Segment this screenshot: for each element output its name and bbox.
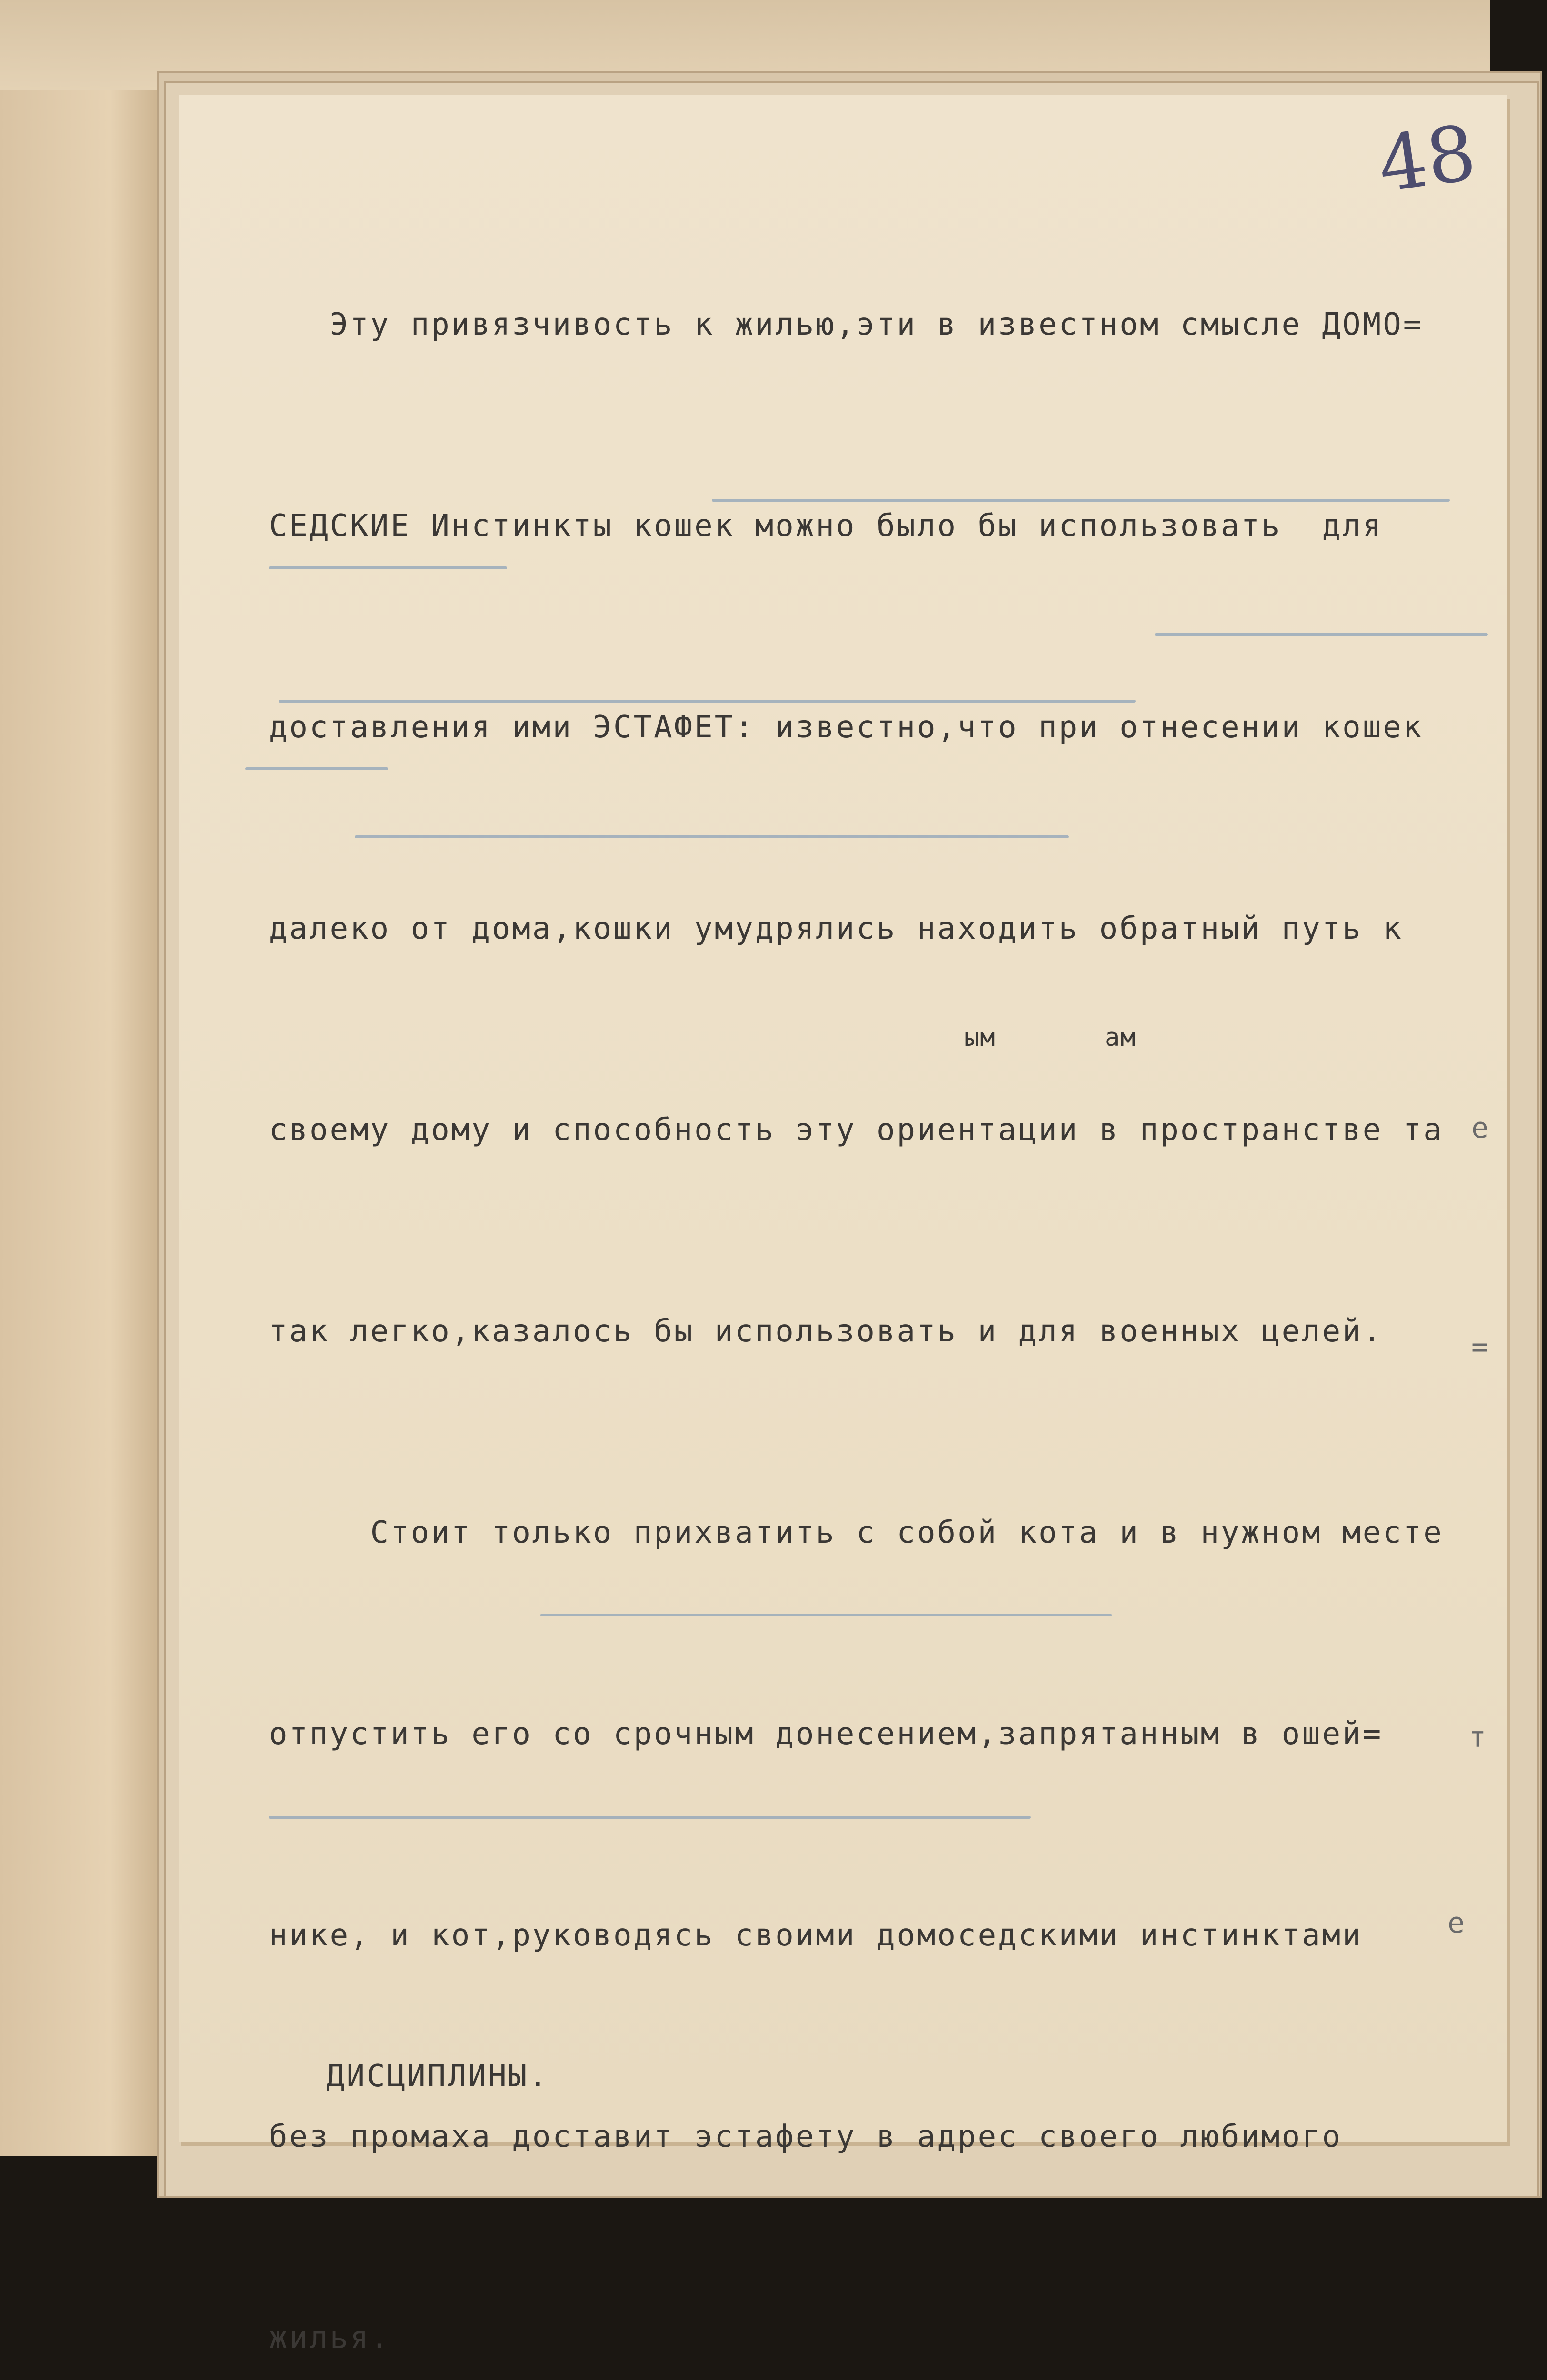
overtype-fragment: ым xyxy=(964,1023,996,1052)
handwritten-page-number: 48 xyxy=(1372,108,1481,210)
typewritten-page xyxy=(179,95,1507,2356)
margin-mark: е xyxy=(1447,1906,1465,1940)
text-line: отпустить его со срочным донесением,запрятанным в ошей= xyxy=(269,1716,1383,1752)
text-line: так легко,казалось бы использовать и для военных целей. xyxy=(269,1314,1383,1349)
text-line: далеко от дома,кошки умудрялись находить обратный путь к xyxy=(269,911,1403,946)
text-line: СЕДСКИЕ Инстинкты кошек можно было бы использовать для xyxy=(269,508,1383,544)
text-line: Стоит только прихватить с собой кота и в нужном месте xyxy=(269,1515,1444,1550)
text-line: нике, и кот,руководясь своими домоседскими инстинктами xyxy=(269,1918,1363,1953)
text-line: без промаха доставит эстафету в адрес своего любимого xyxy=(269,2119,1343,2154)
overtype-fragment: ДИСЦИПЛИНЫ. xyxy=(326,2059,549,2094)
text-line: Эту привязчивость к жилью,эти в известном смысле ДОМО= xyxy=(269,307,1424,342)
margin-mark: е xyxy=(1471,1111,1489,1145)
text-line: жилья. xyxy=(269,2320,391,2356)
overtype-fragment: ам xyxy=(1105,1023,1137,1052)
left-facing-page xyxy=(0,90,160,2156)
margin-mark: = xyxy=(1471,1330,1489,1364)
typed-text-body xyxy=(269,157,1488,2380)
margin-mark: т xyxy=(1469,1721,1487,1754)
text-line: своему дому и способность эту ориентации в пространстве та xyxy=(269,1112,1444,1148)
text-line: доставления ими ЭСТАФЕТ: известно,что при отнесении кошек xyxy=(269,710,1424,745)
